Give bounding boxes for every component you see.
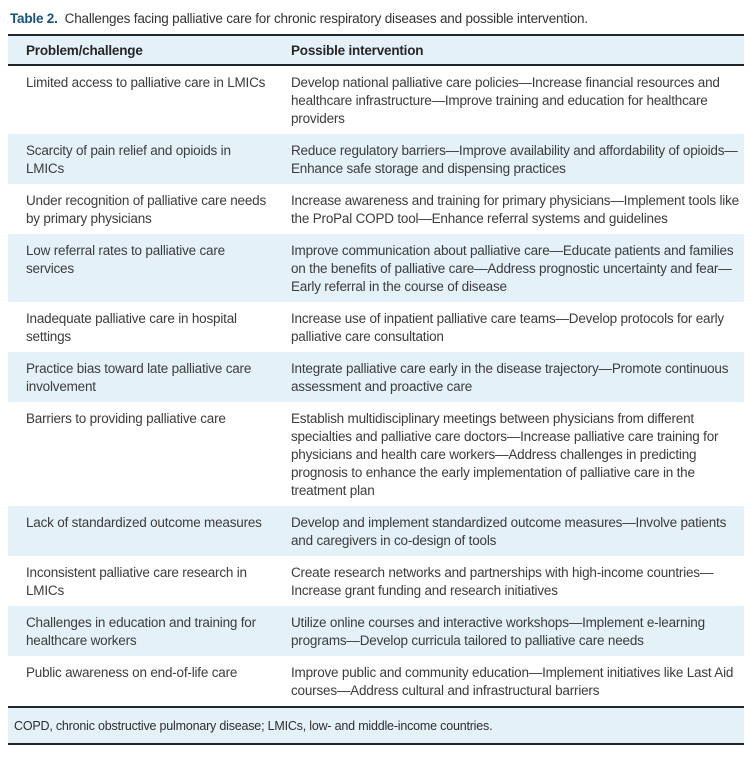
problem-cell: Challenges in education and training for healthcare workers <box>26 615 256 648</box>
table-row <box>8 134 744 184</box>
column-header-possible-intervention: Possible intervention <box>283 35 744 65</box>
intervention-cell: Integrate palliative care early in the disease trajectory—Promote continuous assessment and proactive care <box>291 361 729 394</box>
challenges-table <box>8 34 744 706</box>
table-header <box>8 35 744 65</box>
table-row <box>8 506 744 556</box>
table-row <box>8 234 744 302</box>
table-caption-text: Challenges facing palliative care for chronic respiratory diseases and possible intervention. <box>64 11 588 26</box>
problem-cell: Inconsistent palliative care research in LMICs <box>26 565 247 598</box>
table-row <box>8 65 744 134</box>
table-body <box>8 65 744 706</box>
table-row <box>8 402 744 506</box>
intervention-cell: Reduce regulatory barriers—Improve availability and affordability of opioids—Enhance safe storage and dispensing practices <box>291 143 738 176</box>
table-row <box>8 556 744 606</box>
table-row <box>8 606 744 656</box>
intervention-cell: Improve communication about palliative care—Educate patients and families on the benefits of palliative care—Address prognostic uncertainty and fear—Early referral in the course of disease <box>291 243 734 294</box>
intervention-cell: Utilize online courses and interactive workshops—Implement e-learning programs—Develop curricula tailored to palliative care needs <box>291 615 705 648</box>
problem-cell: Practice bias toward late palliative care involvement <box>26 361 252 394</box>
problem-cell: Barriers to providing palliative care <box>26 411 226 426</box>
table-row <box>8 656 744 706</box>
table-footnote <box>8 706 744 745</box>
intervention-cell: Increase use of inpatient palliative care teams—Develop protocols for early palliative care consultation <box>291 311 724 344</box>
footnote-text: COPD, chronic obstructive pulmonary disease; LMICs, low- and middle-income countries. <box>14 719 493 733</box>
problem-cell: Low referral rates to palliative care services <box>26 243 225 276</box>
table-row <box>8 352 744 402</box>
intervention-cell: Improve public and community education—Implement initiatives like Last Aid courses—Address cultural and infrastructural barriers <box>291 665 734 698</box>
table-caption-label: Table 2. <box>10 11 58 26</box>
intervention-cell: Develop and implement standardized outcome measures—Involve patients and caregivers in co-design of tools <box>291 515 727 548</box>
problem-cell: Scarcity of pain relief and opioids in LMICs <box>26 143 231 176</box>
intervention-cell: Develop national palliative care policies—Increase financial resources and healthcare infrastructure—Improve training and education for healthcare providers <box>291 75 720 126</box>
intervention-cell: Create research networks and partnerships with high-income countries—Increase grant funding and research initiatives <box>291 565 714 598</box>
table-caption <box>8 8 744 34</box>
intervention-cell: Establish multidisciplinary meetings between physicians from different specialties and palliative care doctors—Increase palliative care training for physicians and health care workers—Address challenges in predicting prognosis to enhance the early implementation of palliative care in the treatment plan <box>291 411 719 498</box>
intervention-cell: Increase awareness and training for primary physicians—Implement tools like the ProPal COPD tool—Enhance referral systems and guidelines <box>291 193 739 226</box>
problem-cell: Limited access to palliative care in LMICs <box>26 75 266 90</box>
problem-cell: Public awareness on end-of-life care <box>26 665 238 680</box>
problem-cell: Lack of standardized outcome measures <box>26 515 262 530</box>
table-row <box>8 302 744 352</box>
column-header-problem-challenge: Problem/challenge <box>8 35 283 65</box>
header-row <box>8 35 744 65</box>
problem-cell: Inadequate palliative care in hospital settings <box>26 311 237 344</box>
problem-cell: Under recognition of palliative care needs by primary physicians <box>26 193 266 226</box>
table-row <box>8 184 744 234</box>
